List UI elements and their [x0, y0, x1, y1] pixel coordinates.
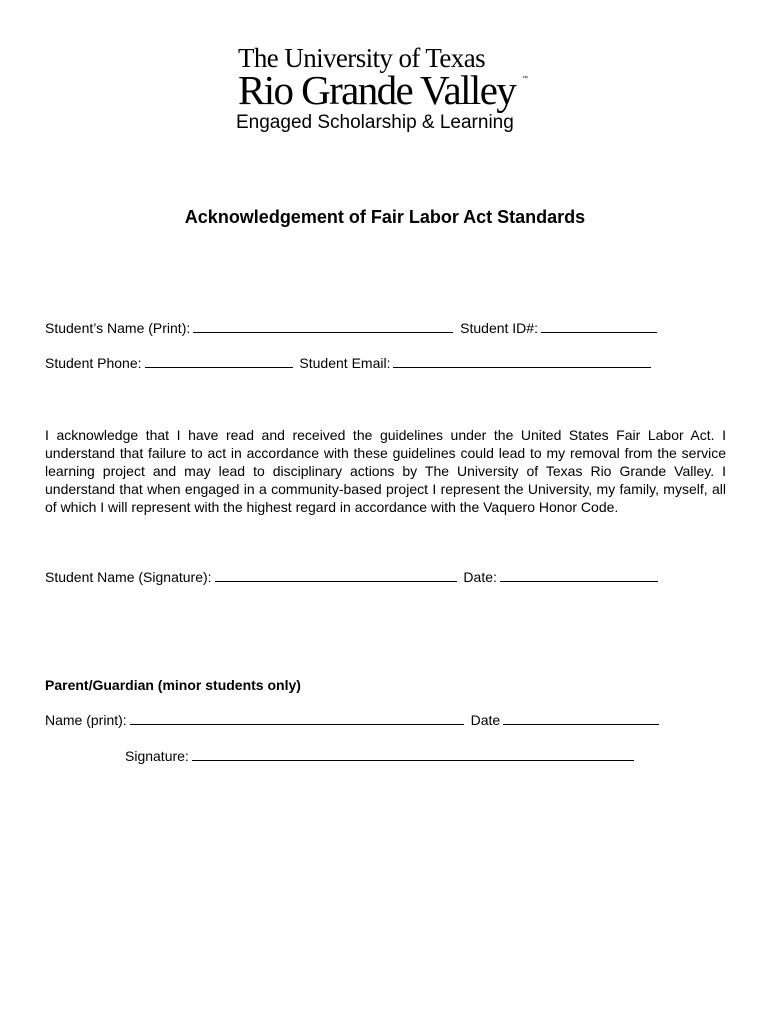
- student-name-field[interactable]: [193, 319, 453, 333]
- student-date-field[interactable]: [500, 568, 658, 582]
- trademark-mark: ™: [522, 76, 528, 82]
- student-id-label: Student ID#:: [460, 320, 538, 336]
- guardian-name-field[interactable]: [130, 711, 464, 725]
- acknowledgement-paragraph: I acknowledge that I have read and received the guidelines under the United States Fair Labor Act. I understand that failure to act in accordance with these guidelines could lead to my removal from the service learning project and may lead to disciplinary actions by The University of Texas Rio Grande Valley. I understand that when engaged in a community-based project I represent the University, my family, myself, all of which I will represent with the highest regard in accordance with the Vaquero Honor Code.: [45, 427, 726, 515]
- student-signature-field[interactable]: [215, 568, 457, 582]
- guardian-heading: Parent/Guardian (minor students only): [45, 677, 301, 693]
- student-date-label: Date:: [463, 569, 497, 585]
- document-title: Acknowledgement of Fair Labor Act Standards: [184, 207, 586, 227]
- student-phone-label: Student Phone:: [45, 355, 142, 371]
- student-name-id-row: [45, 319, 660, 337]
- student-signature-label: Student Name (Signature):: [45, 569, 212, 585]
- student-signature-row: [45, 568, 661, 586]
- student-email-field[interactable]: [393, 354, 651, 368]
- student-id-field[interactable]: [541, 319, 657, 333]
- guardian-signature-label: Signature:: [125, 748, 189, 764]
- student-name-label: Student’s Name (Print):: [45, 320, 191, 336]
- student-email-label: Student Email:: [299, 355, 391, 371]
- guardian-signature-row: [125, 747, 637, 765]
- department-name: Engaged Scholarship & Learning: [236, 112, 514, 133]
- student-phone-field[interactable]: [145, 354, 293, 368]
- university-logo: [238, 43, 538, 113]
- logo-line-university: The University of Texas: [238, 43, 485, 73]
- guardian-signature-field[interactable]: [192, 747, 634, 761]
- guardian-name-label: Name (print):: [45, 712, 127, 728]
- logo-line-rio-grande-valley: Rio Grande Valley: [238, 67, 516, 113]
- guardian-date-label: Date: [470, 712, 501, 728]
- student-phone-email-row: [45, 354, 654, 372]
- guardian-date-field[interactable]: [503, 711, 659, 725]
- guardian-name-date-row: [45, 711, 662, 729]
